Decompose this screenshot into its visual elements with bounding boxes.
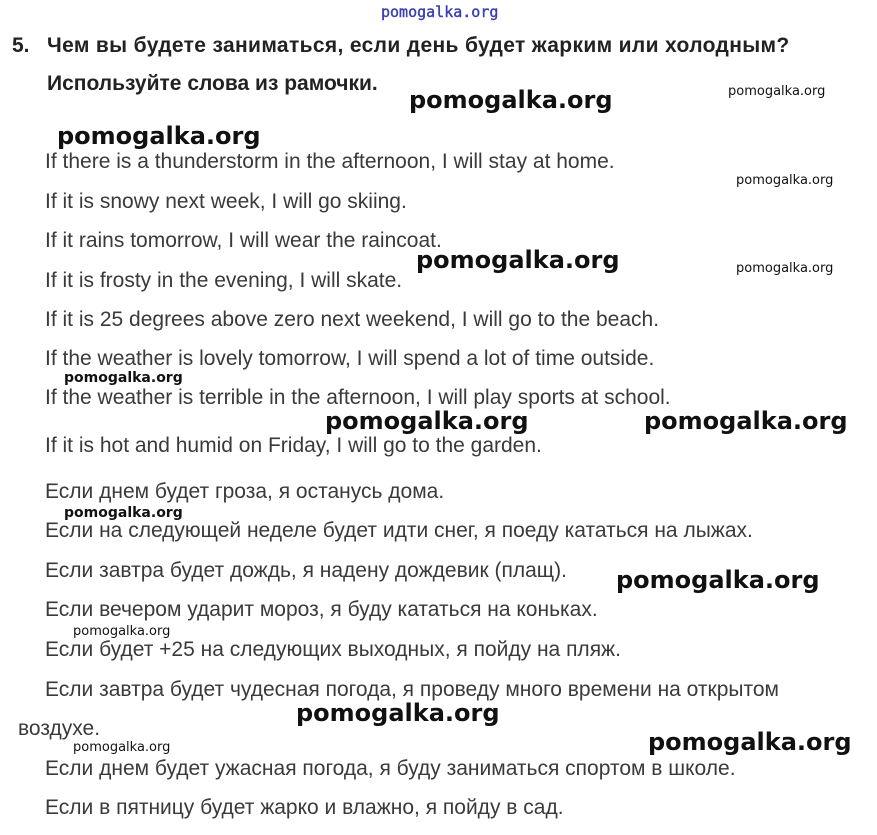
watermark: pomogalka.org — [416, 246, 620, 274]
russian-sentence: Если в пятницу будет жарко и влажно, я пойду в сад. — [45, 796, 564, 819]
exercise-title-line-1: Чем вы будете заниматься, если день будет жарким или холодным? — [47, 34, 790, 57]
watermark: pomogalka.org — [325, 407, 529, 435]
watermark: pomogalka.org — [736, 261, 834, 276]
russian-sentence: Если завтра будет чудесная погода, я проведу много времени на открытом — [45, 678, 779, 701]
watermark: pomogalka.org — [736, 173, 834, 188]
exercise-title-line-2: Используйте слова из рамочки. — [47, 72, 378, 95]
english-sentence: If it is snowy next week, I will go skiing. — [45, 190, 407, 213]
watermark: pomogalka.org — [644, 407, 848, 435]
watermark: pomogalka.org — [73, 624, 171, 639]
watermark: pomogalka.org — [57, 122, 261, 150]
english-sentence: If it is frosty in the evening, I will skate. — [45, 269, 403, 292]
watermark: pomogalka.org — [64, 370, 183, 386]
russian-sentence-continuation: воздухе. — [18, 717, 101, 740]
watermark: pomogalka.org — [728, 84, 826, 99]
english-sentence: If the weather is terrible in the afternoon, I will play sports at school. — [45, 386, 671, 409]
russian-sentence: Если днем будет гроза, я останусь дома. — [45, 480, 445, 503]
russian-sentence: Если на следующей неделе будет идти снег, я поеду кататься на лыжах. — [45, 519, 753, 542]
english-sentence: If it is hot and humid on Friday, I will go to the garden. — [45, 434, 542, 457]
watermark: pomogalka.org — [409, 86, 613, 114]
russian-sentence: Если завтра будет дождь, я надену дождевик (плащ). — [45, 559, 567, 582]
watermark: pomogalka.org — [73, 740, 171, 755]
russian-sentence: Если вечером ударит мороз, я буду кататься на коньках. — [45, 598, 598, 621]
english-sentence: If it rains tomorrow, I will wear the raincoat. — [45, 229, 442, 252]
english-sentence: If there is a thunderstorm in the afternoon, I will stay at home. — [45, 150, 615, 173]
watermark: pomogalka.org — [616, 566, 820, 594]
english-sentence: If it is 25 degrees above zero next weekend, I will go to the beach. — [45, 308, 660, 331]
english-sentence: If the weather is lovely tomorrow, I will spend a lot of time outside. — [45, 347, 655, 370]
russian-sentence: Если днем будет ужасная погода, я буду заниматься спортом в школе. — [45, 757, 736, 780]
russian-sentence: Если будет +25 на следующих выходных, я пойду на пляж. — [45, 638, 621, 661]
site-watermark: pomogalka.org — [381, 3, 499, 21]
watermark: pomogalka.org — [648, 728, 852, 756]
watermark: pomogalka.org — [64, 505, 183, 521]
watermark: pomogalka.org — [296, 699, 500, 727]
exercise-number: 5. — [12, 34, 30, 57]
